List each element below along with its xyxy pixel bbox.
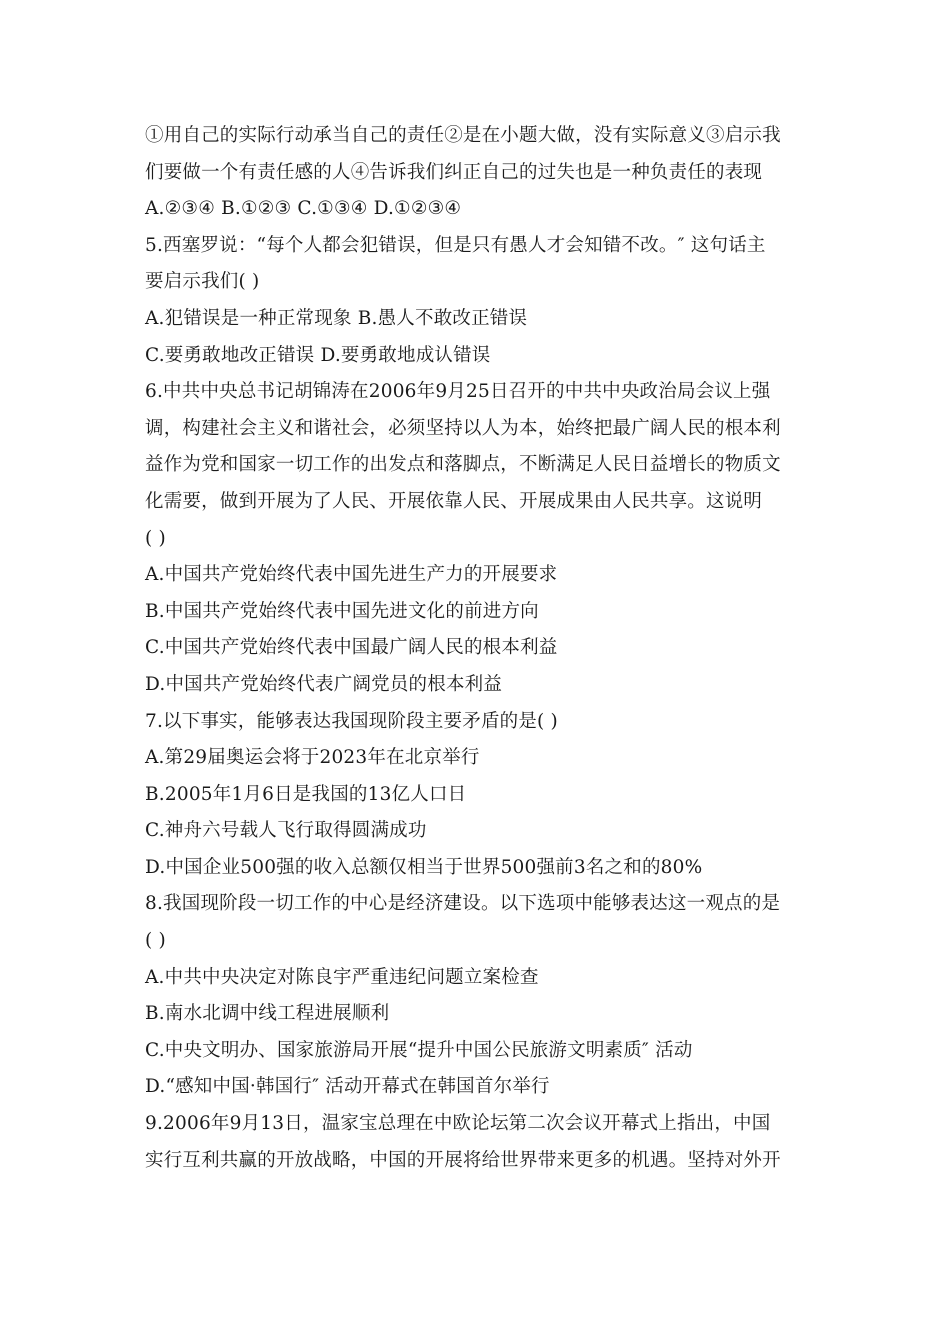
- option-d: D.中国共产党始终代表广阔党员的根本利益: [145, 673, 503, 695]
- text-line: 实行互利共赢的开放战略，中国的开展将给世界带来更多的机遇。坚持对外开: [145, 1149, 781, 1171]
- text-line: 化需要，做到开展为了人民、开展依靠人民、开展成果由人民共享。这说明: [145, 490, 763, 512]
- text-line: 们要做一个有责任感的人④告诉我们纠正自己的过失也是一种负责任的表现: [145, 161, 763, 183]
- text-line: 调，构建社会主义和谐社会，必须坚持以人为本，始终把最广阔人民的根本利: [145, 417, 781, 439]
- option-a: A.中国共产党始终代表中国先进生产力的开展要求: [145, 564, 558, 586]
- option-a: A.中共中央决定对陈良宇严重违纪问题立案检查: [145, 966, 539, 988]
- text-line: 要启示我们( ): [145, 271, 260, 293]
- option-b: B.中国共产党始终代表中国先进文化的前进方向: [145, 600, 539, 622]
- option-b: B.南水北调中线工程进展顺利: [145, 1003, 390, 1025]
- option-c: C.中国共产党始终代表中国最广阔人民的根本利益: [145, 637, 558, 659]
- option-c: C.中央文明办、国家旅游局开展“提升中国公民旅游文明素质″ 活动: [145, 1039, 693, 1061]
- option-d: D.“感知中国·韩国行″ 活动开幕式在韩国首尔举行: [145, 1076, 550, 1098]
- answer-options: C.要勇敢地改正错误 D.要勇敢地成认错误: [145, 344, 491, 366]
- answer-options: A.②③④ B.①②③ C.①③④ D.①②③④: [145, 198, 462, 220]
- option-d: D.中国企业500强的收入总额仅相当于世界500强前3名之和的80%: [145, 856, 703, 878]
- question-8: 8.我国现阶段一切工作的中心是经济建设。以下选项中能够表达这一观点的是: [145, 893, 781, 915]
- text-line: ①用自己的实际行动承当自己的责任②是在小题大做，没有实际意义③启示我: [145, 125, 781, 146]
- option-b: B.2005年1月6日是我国的13亿人口日: [145, 783, 467, 805]
- option-a: A.第29届奥运会将于2023年在北京举行: [145, 747, 480, 769]
- option-c: C.神舟六号载人飞行取得圆满成功: [145, 820, 427, 842]
- question-7: 7.以下事实，能够表达我国现阶段主要矛盾的是( ): [145, 710, 558, 732]
- question-5: 5.西塞罗说：“每个人都会犯错误，但是只有愚人才会知错不改。″ 这句话主: [145, 234, 766, 256]
- document-body: [145, 118, 810, 1179]
- question-9: 9.2006年9月13日，温家宝总理在中欧论坛第二次会议开幕式上指出，中国: [145, 1113, 771, 1135]
- text-line: ( ): [145, 930, 166, 952]
- question-6: 6.中共中央总书记胡锦涛在2006年9月25日召开的中共中央政治局会议上强: [145, 381, 771, 403]
- text-line: ( ): [145, 527, 166, 549]
- text-line: 益作为党和国家一切工作的出发点和落脚点，不断满足人民日益增长的物质文: [145, 454, 781, 476]
- answer-options: A.犯错误是一种正常现象 B.愚人不敢改正错误: [145, 307, 528, 329]
